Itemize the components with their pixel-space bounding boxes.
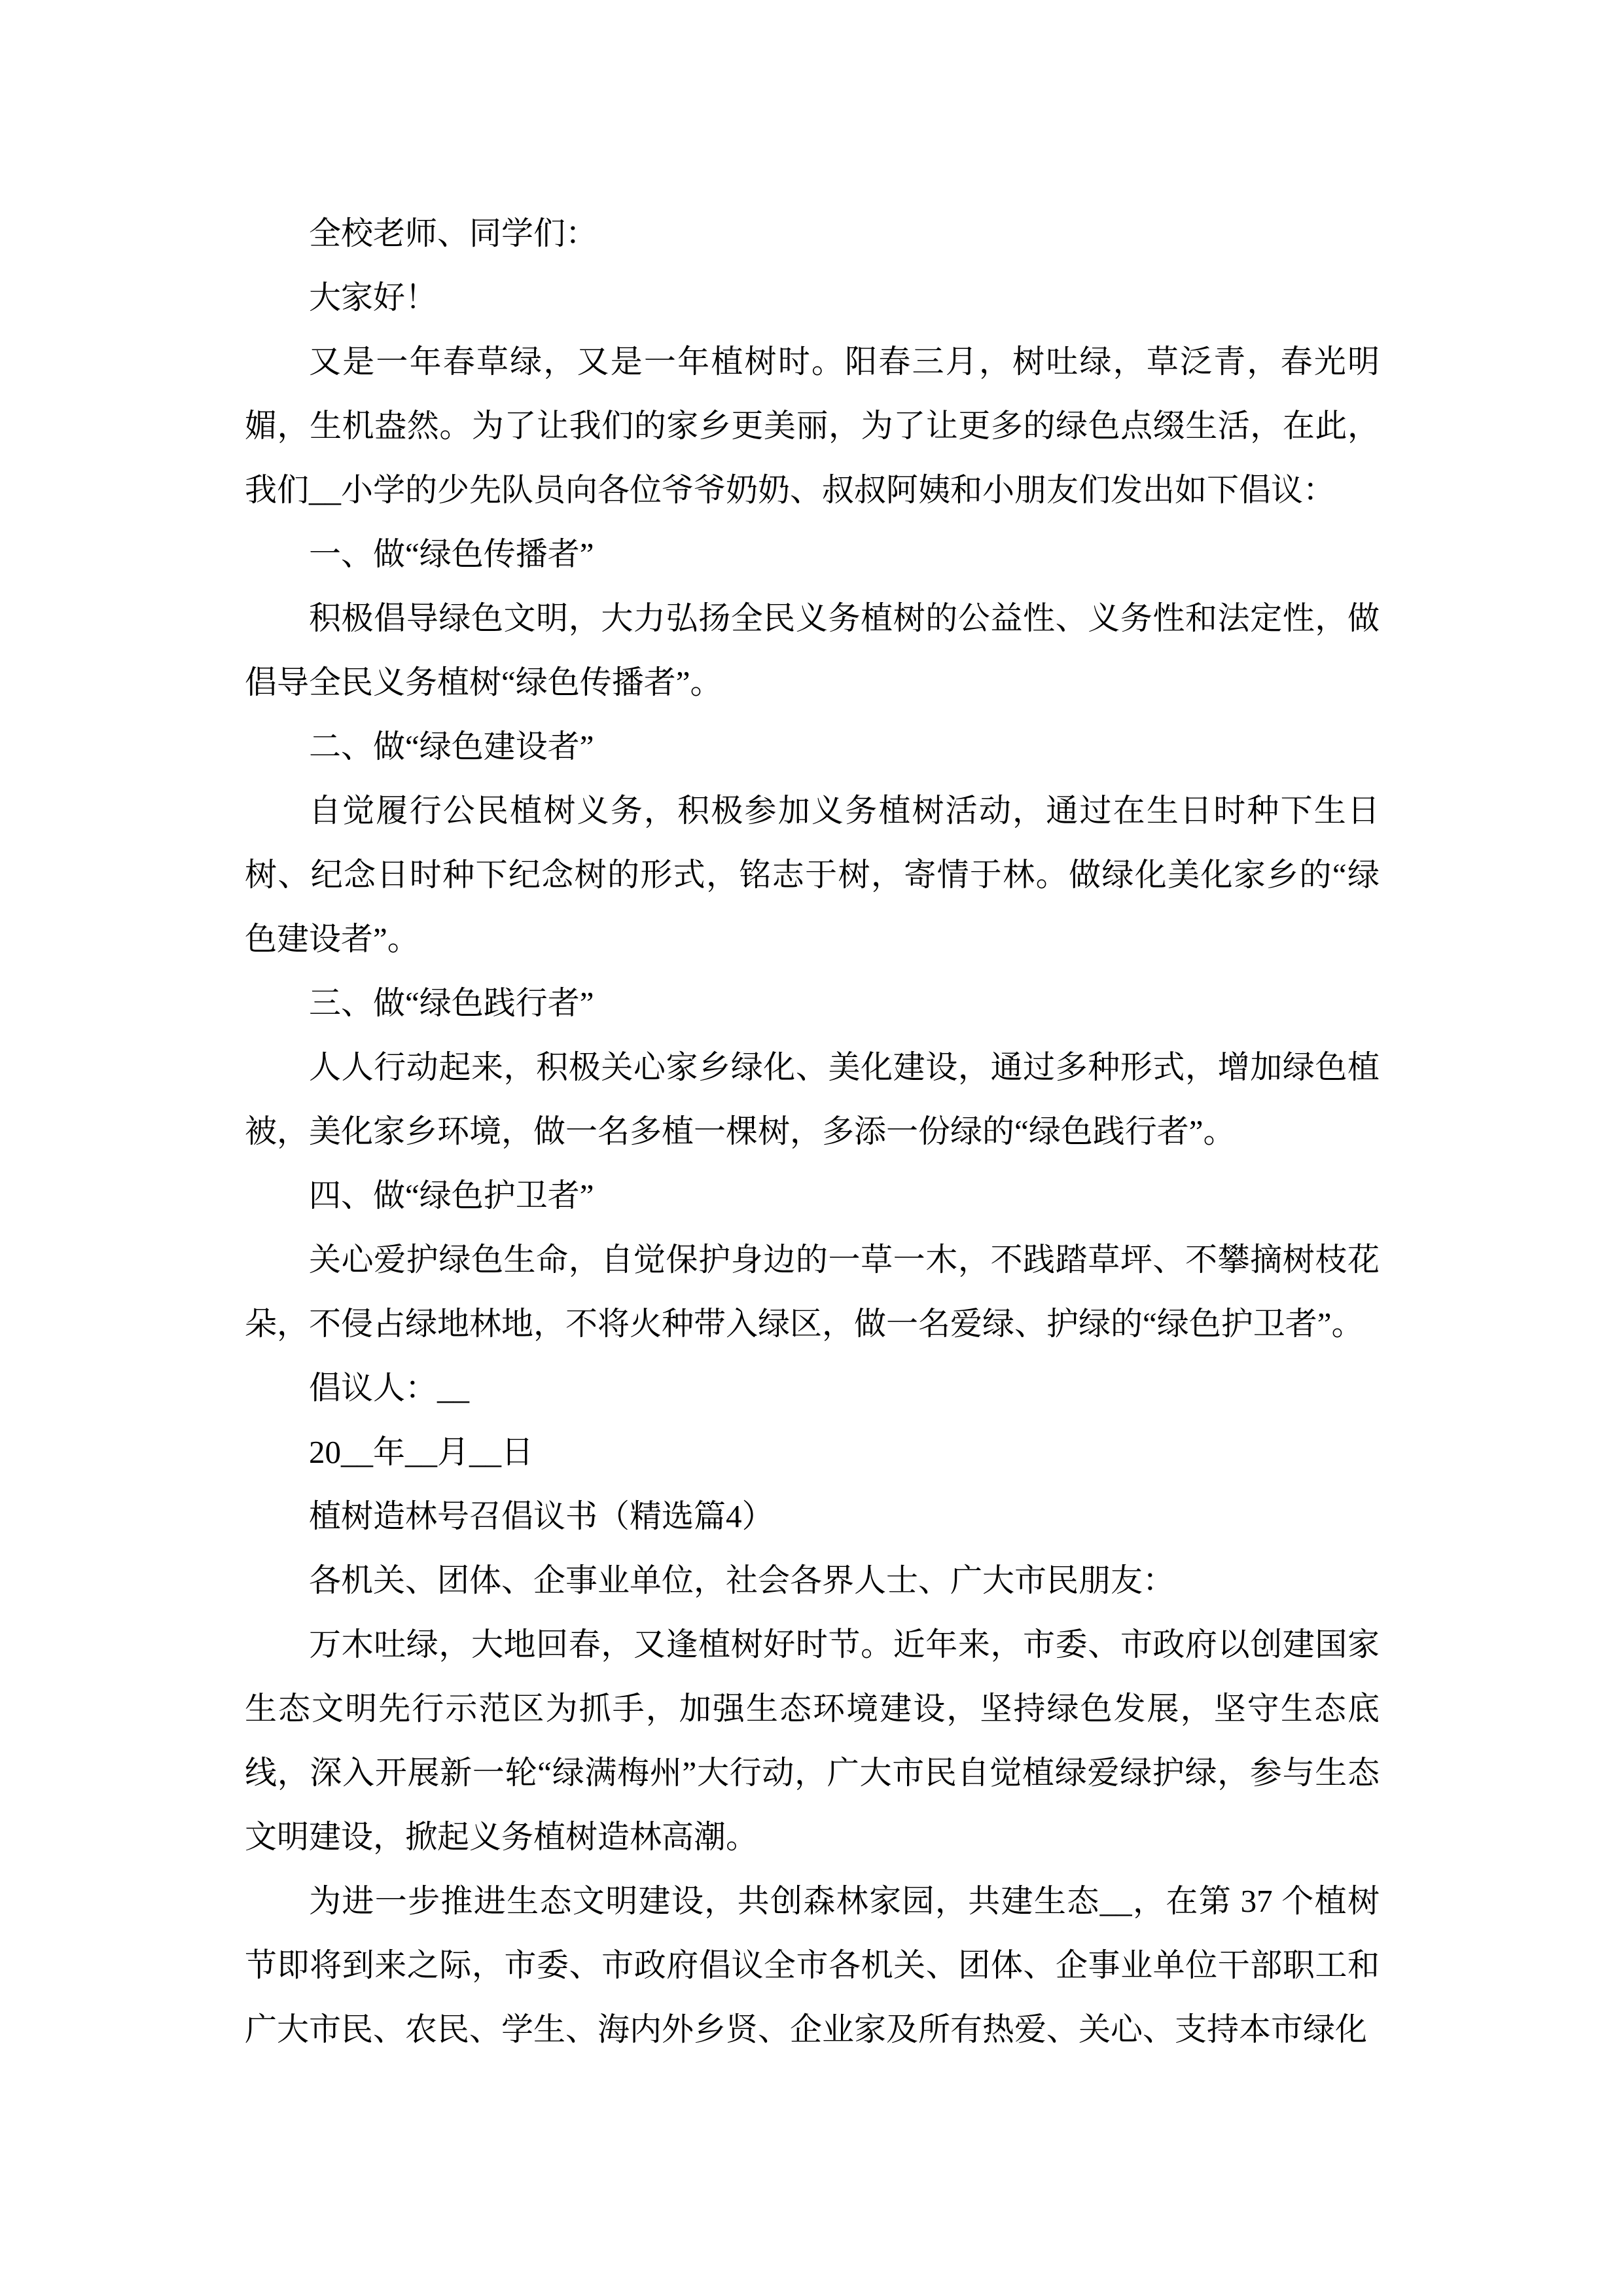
section-2-body: 自觉履行公民植树义务，积极参加义务植树活动，通过在生日时种下生日树、纪念日时种下纪念树的形式，铭志于树，寄情于林。做绿化美化家乡的“绿色建设者”。 [245, 793, 1380, 957]
salutation-line: 各机关、团体、企事业单位，社会各界人士、广大市民朋友： [309, 1562, 1175, 1598]
section-3-body: 人人行动起来，积极关心家乡绿化、美化建设，通过多种形式，增加绿色植被，美化家乡环境，做一名多植一棵树，多添一份绿的“绿色践行者”。 [245, 1049, 1380, 1149]
section-3-heading: 三、做“绿色践行者” [309, 985, 594, 1021]
section-1-heading: 一、做“绿色传播者” [309, 536, 594, 572]
article-title: 植树造林号召倡议书（精选篇4） [309, 1498, 774, 1534]
greeting-line: 大家好！ [309, 279, 438, 315]
section-4-body: 关心爱护绿色生命，自觉保护身边的一草一木，不践踏草坪、不攀摘树枝花朵，不侵占绿地林地，不将火种带入绿区，做一名爱绿、护绿的“绿色护卫者”。 [245, 1242, 1380, 1342]
proposer-signature-line: 倡议人：__ [309, 1370, 470, 1406]
salutation-line: 全校老师、同学们： [309, 215, 598, 251]
body-paragraph: 为进一步推进生态文明建设，共创森林家园，共建生态__，在第 37 个植树节即将到来之际，市委、市政府倡议全市各机关、团体、企事业单位干部职工和广大市民、农民、学生、海内外乡贤、企业家及所有热爱、关心、支持本市绿化 [245, 1883, 1380, 2047]
date-blank-line: 20__年__月__日 [309, 1434, 534, 1470]
intro-paragraph: 又是一年春草绿，又是一年植树时。阳春三月，树吐绿，草泛青，春光明媚，生机盎然。为了让我们的家乡更美丽，为了让更多的绿色点缀生活，在此，我们__小学的少先队员向各位爷爷奶奶、叔叔阿姨和小朋友们发出如下倡议： [245, 344, 1380, 508]
section-2-heading: 二、做“绿色建设者” [309, 728, 594, 764]
section-4-heading: 四、做“绿色护卫者” [309, 1177, 594, 1213]
section-1-body: 积极倡导绿色文明，大力弘扬全民义务植树的公益性、义务性和法定性，做倡导全民义务植树“绿色传播者”。 [245, 600, 1380, 700]
body-paragraph: 万木吐绿，大地回春，又逢植树好时节。近年来，市委、市政府以创建国家生态文明先行示范区为抓手，加强生态环境建设，坚持绿色发展，坚守生态底线，深入开展新一轮“绿满梅州”大行动，广大市民自觉植绿爱绿护绿，参与生态文明建设，掀起义务植树造林高潮。 [245, 1626, 1380, 1855]
